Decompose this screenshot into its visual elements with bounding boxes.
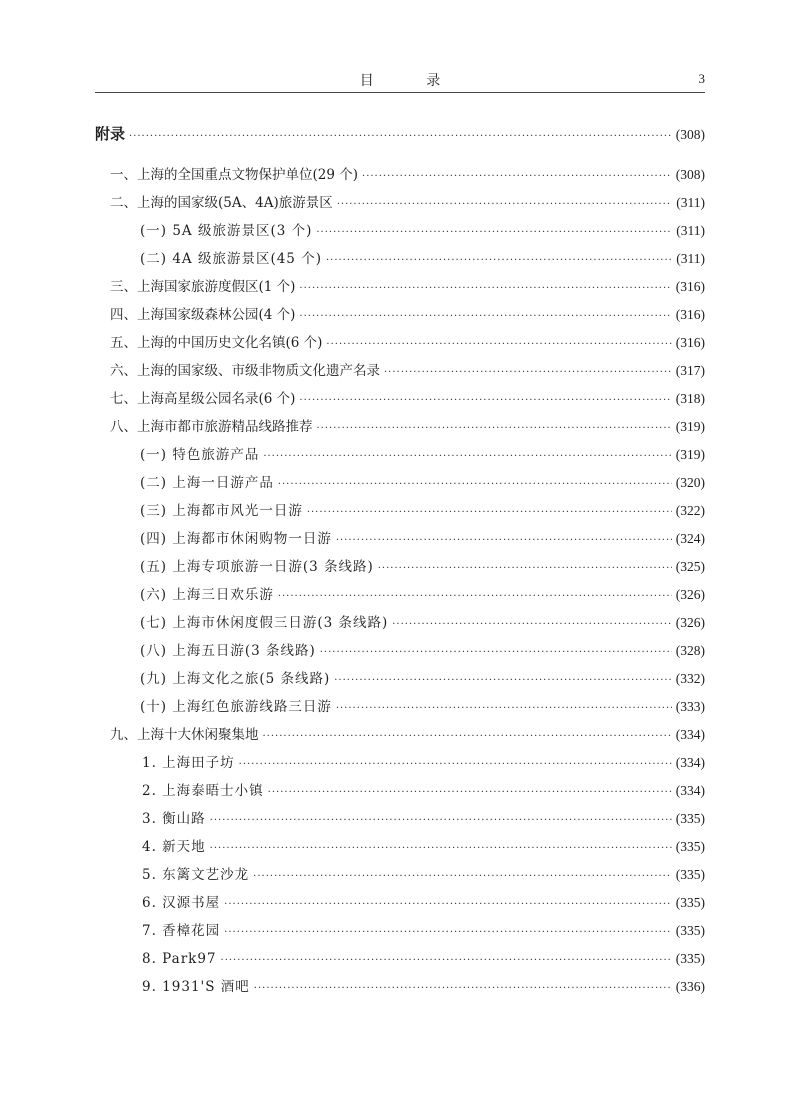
toc-subentry[interactable] — [142, 921, 705, 941]
toc-leader-dots — [253, 867, 672, 887]
toc-entry-page: (325) — [675, 559, 705, 574]
toc-subentry[interactable] — [140, 641, 705, 661]
toc-entry[interactable] — [110, 305, 705, 325]
toc-leader-dots — [210, 811, 672, 831]
toc-entry-title: 6. 汉源书屋 — [142, 895, 221, 911]
toc-entry-title: (二) 4A 级旅游景区(45 个) — [140, 251, 322, 267]
toc-entry-page: (320) — [675, 475, 705, 490]
toc-leader-dots — [224, 923, 672, 943]
toc-entry-title: 六、上海的国家级、市级非物质文化遗产名录 — [110, 363, 380, 379]
toc-entry-page: (336) — [675, 979, 705, 994]
toc-leader-dots — [268, 783, 672, 803]
toc-entry[interactable] — [110, 193, 705, 213]
toc-entry[interactable] — [110, 165, 705, 185]
toc-leader-dots — [326, 335, 671, 355]
toc-leader-dots — [129, 127, 672, 147]
toc-entry-title: 附录 — [95, 125, 126, 143]
toc-entry[interactable] — [110, 361, 705, 381]
toc-leader-dots — [317, 419, 672, 439]
toc-entry-title: (七) 上海市休闲度假三日游(3 条线路) — [140, 615, 389, 631]
toc-leader-dots — [210, 839, 672, 859]
toc-entry-page: (316) — [675, 307, 705, 322]
toc-subentry[interactable] — [140, 221, 705, 241]
toc-entry-appendix[interactable] — [95, 124, 705, 144]
toc-entry-title: 一、上海的全国重点文物保护单位(29 个) — [110, 167, 359, 183]
toc-leader-dots — [384, 363, 672, 383]
toc-subentry[interactable] — [142, 781, 705, 801]
toc-entry-title: (十) 上海红色旅游线路三日游 — [140, 699, 332, 715]
toc-subentry[interactable] — [142, 977, 705, 997]
toc-leader-dots — [336, 531, 672, 551]
toc-entry-title: (一) 5A 级旅游景区(3 个) — [140, 223, 313, 239]
toc-subentry[interactable] — [142, 809, 705, 829]
toc-entry-page: (334) — [675, 727, 705, 742]
toc-entry-title: 3. 衡山路 — [142, 811, 206, 827]
toc-leader-dots — [316, 223, 672, 243]
toc-subentry[interactable] — [140, 249, 705, 269]
toc-entry-title: 8. Park97 — [142, 951, 217, 967]
toc-entry[interactable] — [110, 277, 705, 297]
toc-entry-title: (五) 上海专项旅游一日游(3 条线路) — [140, 559, 374, 575]
toc-entry-page: (311) — [676, 223, 705, 238]
toc-leader-dots — [299, 279, 671, 299]
toc-entry-title: 八、上海市都市旅游精品线路推荐 — [110, 419, 313, 435]
toc-entry-page: (332) — [675, 671, 705, 686]
toc-entry-title: 九、上海十大休闲聚集地 — [110, 727, 259, 743]
toc-entry-title: 7. 香樟花园 — [142, 923, 221, 939]
toc-entry-page: (316) — [675, 279, 705, 294]
toc-leader-dots — [299, 391, 671, 411]
toc-entry-page: (335) — [675, 839, 705, 854]
toc-entry-page: (319) — [675, 419, 705, 434]
toc-leader-dots — [263, 727, 672, 747]
toc-entry-page: (322) — [675, 503, 705, 518]
toc-entry-title: 二、上海的国家级(5A、4A)旅游景区 — [110, 195, 333, 211]
toc-leader-dots — [392, 615, 672, 635]
toc-entry-page: (335) — [675, 811, 705, 826]
toc-entry[interactable] — [110, 333, 705, 353]
toc-leader-dots — [337, 195, 673, 215]
toc-entry-page: (308) — [675, 127, 705, 142]
toc-entry-title: (九) 上海文化之旅(5 条线路) — [140, 671, 331, 687]
toc-entry-title: (一) 特色旅游产品 — [140, 447, 260, 463]
toc-entry-page: (335) — [675, 867, 705, 882]
toc-subentry[interactable] — [140, 613, 705, 633]
toc-entry-page: (311) — [676, 195, 705, 210]
toc-entry[interactable] — [110, 417, 705, 437]
toc-subentry[interactable] — [140, 697, 705, 717]
toc-subentry[interactable] — [142, 837, 705, 857]
toc-subentry[interactable] — [142, 949, 705, 969]
toc-leader-dots — [278, 475, 672, 495]
toc-leader-dots — [378, 559, 672, 579]
toc-entry-page: (318) — [675, 391, 705, 406]
toc-entry-title: 四、上海国家级森林公园(4 个) — [110, 307, 296, 323]
toc-leader-dots — [362, 167, 672, 187]
toc-entry[interactable] — [110, 725, 705, 745]
toc-leader-dots — [307, 503, 672, 523]
toc-entry-page: (319) — [675, 447, 705, 462]
toc-entry-title: 三、上海国家旅游度假区(1 个) — [110, 279, 296, 295]
toc-entry-page: (334) — [675, 755, 705, 770]
toc-entry-title: 五、上海的中国历史文化名镇(6 个) — [110, 335, 323, 351]
toc-entry-title: (三) 上海都市风光一日游 — [140, 503, 303, 519]
toc-entry-title: (二) 上海一日游产品 — [140, 475, 274, 491]
toc-entry-page: (335) — [675, 895, 705, 910]
toc-subentry[interactable] — [140, 529, 705, 549]
toc-entry-page: (335) — [675, 923, 705, 938]
toc-entry-page: (308) — [675, 167, 705, 182]
toc-entry-title: 2. 上海泰晤士小镇 — [142, 783, 264, 799]
toc-entry-page: (326) — [675, 615, 705, 630]
toc-subentry[interactable] — [140, 445, 705, 465]
toc-entry-title: 5. 东篱文艺沙龙 — [142, 867, 250, 883]
toc-entry-title: 9. 1931'S 酒吧 — [142, 979, 250, 995]
toc-entry-page: (328) — [675, 643, 705, 658]
toc-leader-dots — [320, 643, 672, 663]
toc-entry-page: (326) — [675, 587, 705, 602]
toc-entry-page: (317) — [675, 363, 705, 378]
toc-entry-page: (316) — [675, 335, 705, 350]
toc-leader-dots — [221, 951, 672, 971]
toc-entry-page: (335) — [675, 951, 705, 966]
toc-entry-page: (324) — [675, 531, 705, 546]
toc-leader-dots — [299, 307, 671, 327]
toc-leader-dots — [278, 587, 672, 607]
toc-leader-dots — [224, 895, 672, 915]
toc-leader-dots — [326, 251, 672, 271]
toc-entry-title: (八) 上海五日游(3 条线路) — [140, 643, 316, 659]
toc-entry-page: (333) — [675, 699, 705, 714]
toc-subentry[interactable] — [140, 501, 705, 521]
page-number: 3 — [698, 71, 705, 86]
toc-subentry[interactable] — [142, 893, 705, 913]
toc-subentry[interactable] — [140, 585, 705, 605]
toc-leader-dots — [254, 979, 672, 999]
toc-entry[interactable] — [110, 389, 705, 409]
toc-subentry[interactable] — [140, 473, 705, 493]
toc-entry-title: 七、上海高星级公园名录(6 个) — [110, 391, 296, 407]
toc-entry-page: (311) — [676, 251, 705, 266]
toc-leader-dots — [336, 699, 672, 719]
page-title: 目 录 — [359, 73, 465, 89]
toc-entry-title: 4. 新天地 — [142, 839, 206, 855]
toc-subentry[interactable] — [140, 669, 705, 689]
toc-entry-title: 1. 上海田子坊 — [142, 755, 235, 771]
toc-entry-title: (六) 上海三日欢乐游 — [140, 587, 274, 603]
toc-subentry[interactable] — [140, 557, 705, 577]
toc-entry-title: (四) 上海都市休闲购物一日游 — [140, 531, 332, 547]
toc-entry-page: (334) — [675, 783, 705, 798]
toc-leader-dots — [263, 447, 671, 467]
toc-subentry[interactable] — [142, 865, 705, 885]
toc-subentry[interactable] — [142, 753, 705, 773]
toc-leader-dots — [334, 671, 672, 691]
toc-leader-dots — [239, 755, 672, 775]
